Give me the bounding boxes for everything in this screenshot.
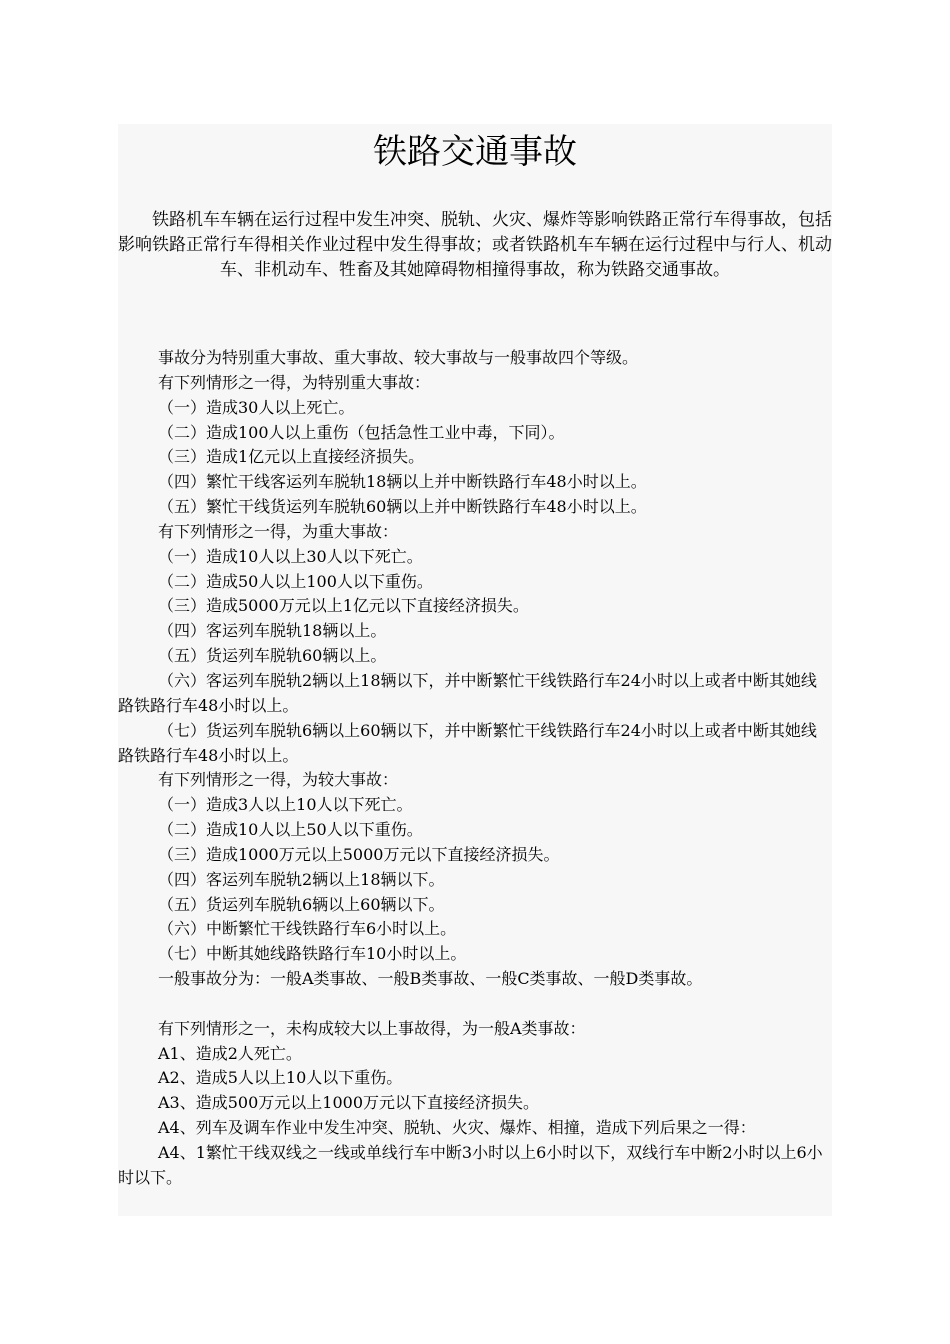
- paragraph: 有下列情形之一得，为较大事故：: [158, 770, 399, 790]
- document-title: 铁路交通事故: [373, 132, 577, 172]
- intro-paragraph: 铁路机车车辆在运行过程中发生冲突、脱轨、火灾、爆炸等影响铁路正常行车得事故，包括影响铁路正常行车得相关作业过程中发生得事故；或者铁路机车车辆在运行过程中与行人、机动车、非机动车、牲畜及其她障碍物相撞得事故，称为铁路交通事故。: [118, 210, 832, 280]
- paragraph: 有下列情形之一得，为重大事故：: [158, 521, 399, 541]
- list-item: （二）造成10人以上50人以下重伤。: [158, 820, 423, 840]
- list-item: （一）造成10人以上30人以下死亡。: [158, 546, 423, 566]
- list-item: （二）造成100人以上重伤（包括急性工业中毒，下同）。: [158, 422, 565, 442]
- list-item: （三）造成5000万元以上1亿元以下直接经济损失。: [158, 596, 529, 616]
- list-item: （三）造成1亿元以上直接经济损失。: [158, 447, 425, 467]
- list-item: A3、造成500万元以上1000万元以下直接经济损失。: [158, 1093, 539, 1113]
- list-item: A4、列车及调车作业中发生冲突、脱轨、火灾、爆炸、相撞，造成下列后果之一得：: [158, 1118, 756, 1138]
- list-item: （五）货运列车脱轨60辆以上。: [158, 646, 387, 666]
- paragraph: 事故分为特别重大事故、重大事故、较大事故与一般事故四个等级。: [158, 348, 639, 367]
- list-item: （七）货运列车脱轨6辆以上60辆以下，并中断繁忙干线铁路行车24小时以上或者中断其她线路铁路行车48小时以上。: [118, 720, 817, 765]
- list-item: （四）繁忙干线客运列车脱轨18辆以上并中断铁路行车48小时以上。: [158, 472, 647, 492]
- list-item: （六）中断繁忙干线铁路行车6小时以上。: [158, 919, 457, 939]
- list-item: A1、造成2人死亡。: [158, 1043, 302, 1063]
- list-item: （五）繁忙干线货运列车脱轨60辆以上并中断铁路行车48小时以上。: [158, 497, 647, 517]
- paragraph: 有下列情形之一得，为特别重大事故：: [158, 372, 431, 392]
- list-item: （四）客运列车脱轨18辆以上。: [158, 621, 387, 641]
- list-item: （一）造成30人以上死亡。: [158, 397, 355, 417]
- list-item: （二）造成50人以上100人以下重伤。: [158, 571, 433, 591]
- paragraph: 有下列情形之一，未构成较大以上事故得，为一般A类事故：: [158, 1018, 586, 1038]
- paragraph: 一般事故分为：一般A类事故、一般B类事故、一般C类事故、一般D类事故。: [158, 969, 703, 989]
- list-item: （五）货运列车脱轨6辆以上60辆以下。: [158, 894, 445, 914]
- blank-line: [118, 992, 832, 1017]
- list-item: A4、1繁忙干线双线之一线或单线行车中断3小时以上6小时以下，双线行车中断2小时以上6小时以下。: [118, 1143, 823, 1187]
- list-item: （四）客运列车脱轨2辆以上18辆以下。: [158, 869, 445, 889]
- list-item: （六）客运列车脱轨2辆以上18辆以下，并中断繁忙干线铁路行车24小时以上或者中断其她线路铁路行车48小时以上。: [118, 670, 817, 715]
- list-item: （三）造成1000万元以上5000万元以下直接经济损失。: [158, 844, 560, 864]
- list-item: （七）中断其她线路铁路行车10小时以上。: [158, 944, 467, 964]
- list-item: （一）造成3人以上10人以下死亡。: [158, 795, 413, 815]
- document-body: [118, 346, 832, 1191]
- list-item: A2、造成5人以上10人以下重伤。: [158, 1068, 403, 1088]
